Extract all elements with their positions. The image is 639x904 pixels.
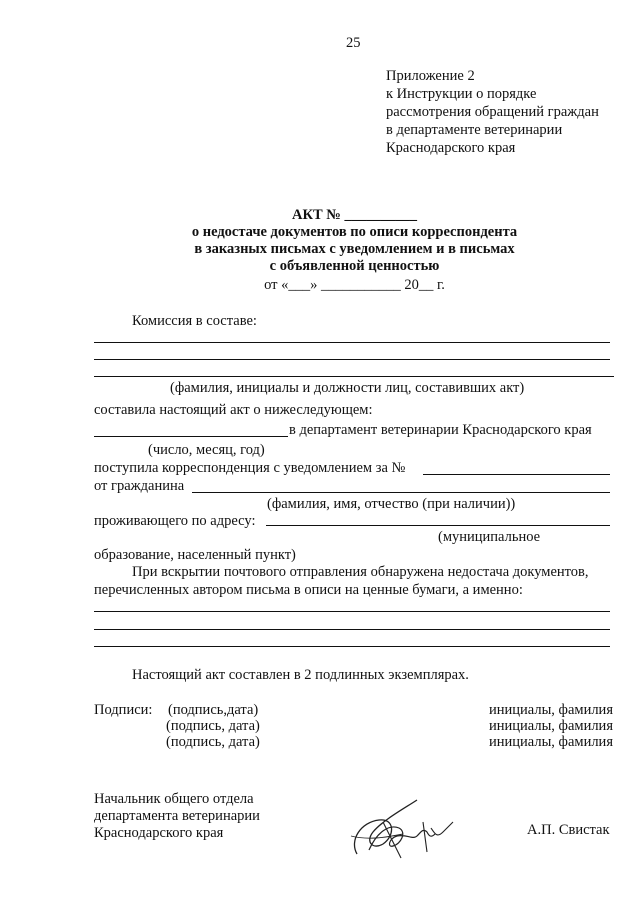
footer-position-line-1: Начальник общего отдела (94, 791, 254, 807)
blank-line (266, 525, 610, 526)
signer-name-placeholder: инициалы, фамилия (488, 702, 613, 718)
copies-text: Настоящий акт составлен в 2 подлинных экземплярах. (132, 667, 469, 683)
footer-position-line-3: Краснодарского края (94, 825, 224, 841)
signature-placeholder: (подпись,дата) (168, 702, 259, 718)
in-department-text: в департамент ветеринарии Краснодарского края (289, 422, 592, 438)
fio-caption: (фамилия, имя, отчество (при наличии)) (267, 496, 516, 512)
act-title-line-1: о недостаче документов по описи корреспондента (191, 224, 518, 240)
commission-caption: (фамилия, инициалы и должности лиц, составивших акт) (170, 380, 525, 396)
received-text: поступила корреспонденция с уведомлением за № (94, 460, 406, 476)
act-number-title: АКТ № __________ (292, 207, 417, 223)
act-title-line-3: с объявленной ценностью (269, 258, 440, 274)
blank-line (94, 629, 610, 630)
commission-label: Комиссия в составе: (132, 313, 257, 329)
blank-line (94, 611, 610, 612)
blank-line (94, 436, 288, 437)
page-number: 25 (346, 35, 361, 51)
handwritten-signature (343, 792, 463, 872)
act-title-line-2: в заказных письмах с уведомлением и в письмах (194, 241, 515, 257)
blank-line (94, 359, 610, 360)
appendix-line-2: к Инструкции о порядке (386, 86, 537, 102)
signature-placeholder: (подпись, дата) (166, 718, 260, 734)
footer-position-line-2: департамента ветеринарии (94, 808, 260, 824)
signer-name-placeholder: инициалы, фамилия (488, 718, 613, 734)
blank-line (423, 474, 610, 475)
from-citizen-text: от гражданина (94, 478, 185, 494)
residing-text: проживающего по адресу: (94, 513, 256, 529)
appendix-line-1: Приложение 2 (386, 68, 475, 84)
blank-line (94, 376, 614, 377)
composed-text: составила настоящий акт о нижеследующем: (94, 402, 373, 418)
opening-text-line-2: перечисленных автором письма в описи на ценные бумаги, а именно: (94, 582, 523, 598)
blank-line (192, 492, 610, 493)
date-caption: (число, месяц, год) (148, 442, 265, 458)
appendix-line-3: рассмотрения обращений граждан (386, 104, 599, 120)
blank-line (94, 646, 610, 647)
signature-placeholder: (подпись, дата) (166, 734, 260, 750)
appendix-line-5: Краснодарского края (386, 140, 516, 156)
signatures-label: Подписи: (94, 702, 153, 718)
signer-name-placeholder: инициалы, фамилия (488, 734, 613, 750)
appendix-line-4: в департаменте ветеринарии (386, 122, 563, 138)
blank-line (94, 342, 610, 343)
municipal-caption: (муниципальное (438, 529, 541, 545)
signer-name: А.П. Свистак (527, 822, 610, 838)
settlement-caption: образование, населенный пункт) (94, 547, 296, 563)
opening-text-line-1: При вскрытии почтового отправления обнаружена недостача документов, (132, 564, 589, 580)
act-date-line: от «___» ___________ 20__ г. (264, 277, 445, 293)
